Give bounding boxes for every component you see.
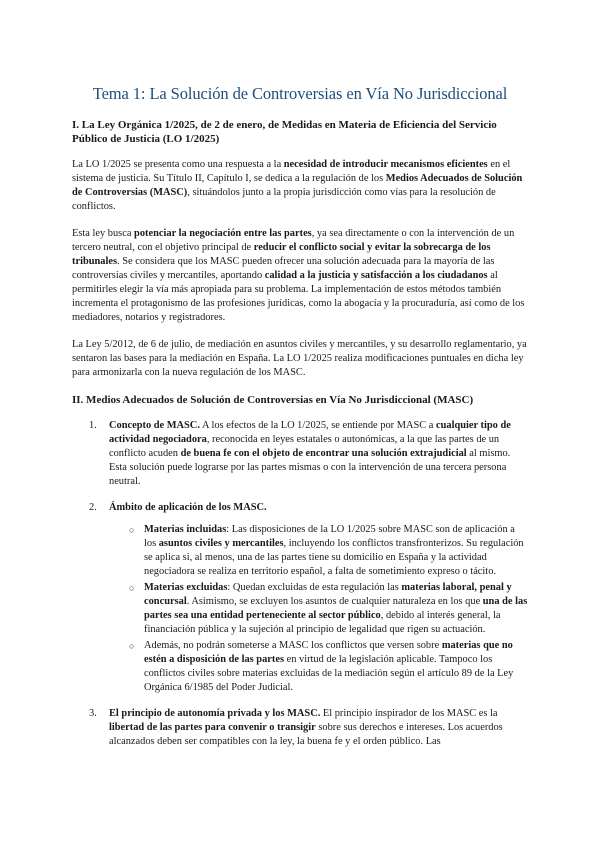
bullet-list bbox=[109, 523, 528, 695]
bullet-icon: ○ bbox=[129, 583, 135, 593]
document-page bbox=[72, 84, 528, 761]
bullet-icon: ○ bbox=[129, 525, 135, 535]
page-title: Tema 1: La Solución de Controversias en Vía No Jurisdiccional bbox=[92, 84, 508, 103]
bullet-materias-incluidas: ○ Materias incluidas: Las disposiciones de la LO 1/2025 sobre MASC son de aplicación a los asuntos civiles y mercantiles, incluyendo los conflictos transfronterizos. Su regulación se aplica si, al menos, una de las partes tiene su domicilio en España y la actividad negociadora se realiza en territorio español, a falta de sometimiento expreso o tácito. bbox=[129, 524, 524, 577]
section-1-paragraph-1: La LO 1/2025 se presenta como una respuesta a la necesidad de introducir mecanismos eficientes en el sistema de justicia. Su Título II, Capítulo I, se dedica a la regulación de los Medios Adecuados de Solución de Controversias (MASC), situándolos junto a la propia jurisdicción como vías para la resolución de conflictos. bbox=[72, 159, 523, 212]
bullet-ademas: ○ Además, no podrán someterse a MASC los conflictos que versen sobre materias que no estén a disposición de las partes en virtud de la legislación aplicable. Tampoco los conflictos civiles sobre materias excluidas de la mediación según el artículo 89 de la Ley Orgánica 6/1985 del Poder Judicial. bbox=[129, 640, 514, 693]
section-1-heading: I. La Ley Orgánica 1/2025, de 2 de enero, de Medidas en Materia de Eficiencia del Servicio Público de Justicia (LO 1/2025) bbox=[72, 119, 497, 145]
numbered-list bbox=[72, 419, 528, 749]
list-item-autonomia: 3. El principio de autonomía privada y los MASC. El principio inspirador de los MASC es la libertad de las partes para convenir o transigir sobre sus derechos e intereses. Los acuerdos alcanzados deben ser compatibles con la ley, la buena fe y el orden público. Las bbox=[89, 708, 503, 747]
section-1-paragraph-2: Esta ley busca potenciar la negociación entre las partes, ya sea directamente o con la intervención de un tercero neutral, con el objetivo principal de reducir el conflicto social y evitar la sobrecarga de los tribunales. Se considera que los MASC pueden ofrecer una solución adecuada para la mayoría de las controversias civiles y mercantiles, aportando calidad a la justicia y satisfacción a los ciudadanos al permitirles elegir la vía más apropiada para su problema. La implementación de estos métodos también incrementa el protagonismo de las profesiones jurídicas, como la abogacía y la procuraduría, así como de los mediadores, notarios y registradores. bbox=[72, 228, 525, 323]
list-item-ambito: 2. Ámbito de aplicación de los MASC. ○ Materias incluidas: Las disposiciones de la LO 1/2025 sobre MASC son de aplicación a los asuntos civiles y mercantiles, incluyendo los conflictos transfronterizos. Su regulación se aplica si, al menos, una de las partes tiene su domicilio en España y la actividad negociadora se realiza en territorio español, a falta de sometimiento expreso o tácito. ○ Materias excluidas: Quedan excluidas de esta regulación las materias laboral, penal y concursal. Asimismo, se excluyen los asuntos de cualquier naturaleza en los que una de las partes sea una entidad perteneciente al sector público, debido al interés general, la financiación pública y la sujeción al principio de legalidad que rigen su actuación. ○ Además, no podrán someterse a MASC los conflictos que versen sobre materias que no estén a disposición de las partes en virtud de la legislación aplicable. Tampoco los conflictos civiles sobre materias excluidas de la mediación según el artículo 89 de la Ley Orgánica 6/1985 del Poder Judicial. bbox=[89, 502, 528, 693]
bullet-materias-excluidas: ○ Materias excluidas: Quedan excluidas de esta regulación las materias laboral, penal y concursal. Asimismo, se excluyen los asuntos de cualquier naturaleza en los que una de las partes sea una entidad perteneciente al sector público, debido al interés general, la financiación pública y la sujeción al principio de legalidad que rigen su actuación. bbox=[129, 582, 528, 635]
section-2-heading: II. Medios Adecuados de Solución de Controversias en Vía No Jurisdiccional (MASC) bbox=[72, 394, 474, 406]
bullet-icon: ○ bbox=[129, 641, 135, 651]
list-item-concepto: 1. Concepto de MASC. A los efectos de la LO 1/2025, se entiende por MASC a cualquier tipo de actividad negociadora, reconocida en leyes estatales o autonómicas, a la que las partes de un conflicto acuden de buena fe con el objeto de encontrar una solución extrajudicial al mismo. Esta solución puede lograrse por las partes mismas o con la intervención de una tercera persona neutral. bbox=[89, 420, 511, 487]
section-1-paragraph-3: La Ley 5/2012, de 6 de julio, de mediación en asuntos civiles y mercantiles, y su desarrollo reglamentario, ya sentaron las bases para la mediación en España. La LO 1/2025 realiza modificaciones puntuales en dicha ley para armonizarla con la nueva regulación de los MASC. bbox=[72, 339, 527, 378]
